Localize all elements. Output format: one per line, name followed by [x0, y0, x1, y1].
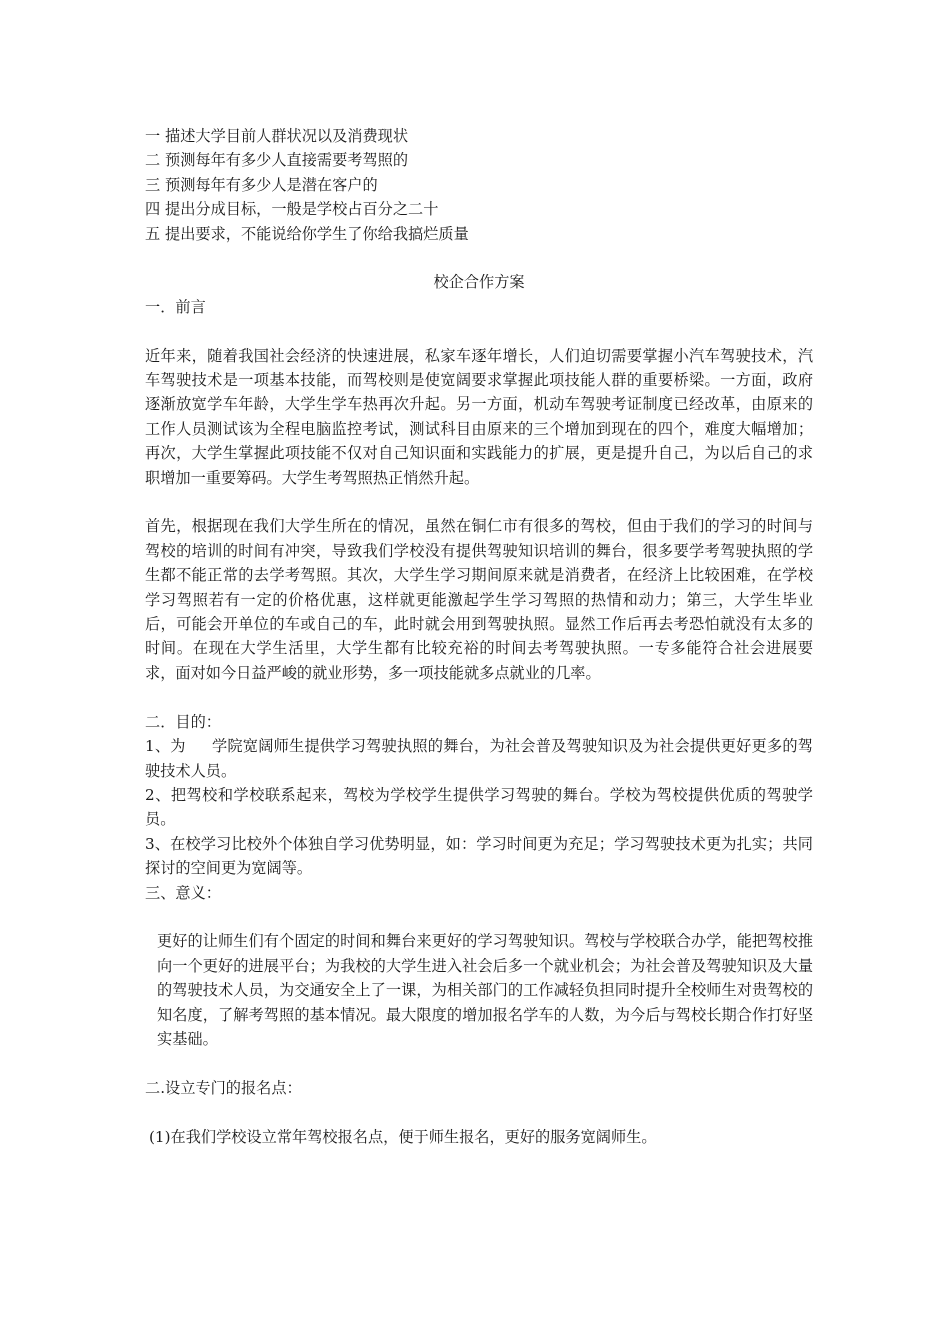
significance-paragraph: 更好的让师生们有个固定的时间和舞台来更好的学习驾驶知识。驾校与学校联合办学，能把驾校推向一个更好的进展平台；为我校的大学生进入社会后多一个就业机会；为社会普及驾驶知识及大量的驾驶技术人员，为交通安全上了一课，为相关部门的工作减轻负担同时提升全校师生对贵驾校的知名度，了解考驾照的基本情况。最大限度的增加报名学车的人数，为今后与驾校长期合作打好坚实基础。 [157, 932, 813, 1048]
registration-item-1: (1)在我们学校设立常年驾校报名点，便于师生报名，更好的服务宽阔师生。 [149, 1127, 657, 1146]
document-body [145, 124, 813, 1149]
outline-item-2: 二 预测每年有多少人直接需要考驾照的 [145, 151, 409, 170]
spacer [145, 1051, 813, 1075]
section-heading-registration: 二.设立专门的报名点： [145, 1078, 302, 1097]
outline-item-3: 三 预测每年有多少人是潜在客户的 [145, 175, 378, 194]
spacer [145, 1100, 813, 1124]
section-heading-significance: 三、意义： [145, 883, 221, 902]
purpose-item-1 [145, 734, 813, 783]
preface-paragraph-2: 首先，根据现在我们大学生所在的情况，虽然在铜仁市有很多的驾校，但由于我们的学习的时间与驾校的培训的时间有冲突，导致我们学校没有提供驾驶知识培训的舞台，很多要学考驾驶执照的学生都不能正常的去学考驾照。其次，大学生学习期间原来就是消费者，在经济上比较困难，在学校学习驾照若有一定的价格优惠，这样就更能激起学生学习驾照的热情和动力；第三，大学生毕业后，可能会开单位的车或自己的车，此时就会用到驾驶执照。显然工作后再去考恐怕就没有太多的时间。在现在大学生活里，大学生都有比较充裕的时间去考驾驶执照。一专多能符合社会进展要求，面对如今日益严峻的就业形势，多一项技能就多点就业的几率。 [145, 517, 813, 682]
outline-item-1: 一 描述大学目前人群状况以及消费现状 [145, 127, 409, 145]
outline-item-4: 四 提出分成目标，一般是学校占百分之二十 [145, 200, 439, 219]
section-heading-preface: 一．前言 [145, 297, 206, 316]
preface-paragraph-1: 近年来，随着我国社会经济的快速进展，私家车逐年增长，人们迫切需要掌握小汽车驾驶技术，汽车驾驶技术是一项基本技能，而驾校则是使宽阔要求掌握此项技能人群的重要桥梁。一方面，政府逐渐放宽学车年龄，大学生学车热再次升起。另一方面，机动车驾驶考证制度已经改革，由原来的工作人员测试该为全程电脑监控考试，测试科目由原来的三个增加到现在的四个，难度大幅增加；再次，大学生掌握此项技能不仅对自己知识面和实践能力的扩展，更是提升自己，为以后自己的求职增加一重要筹码。大学生考驾照热正悄然升起。 [145, 346, 813, 487]
purpose-item-1-prefix: 1、为 [145, 737, 186, 756]
spacer [145, 319, 813, 343]
outline-item-5: 五 提出要求，不能说给你学生了你给我搞烂质量 [145, 224, 469, 243]
outline-list [145, 124, 813, 246]
purpose-item-1-text: 学院宽阔师生提供学习驾驶执照的舞台，为社会普及驾驶知识及为社会提供更好更多的驾驶技术人员。 [145, 737, 813, 780]
spacer [145, 246, 813, 270]
section-heading-purpose: 二．目的： [145, 712, 221, 731]
spacer [145, 905, 813, 929]
purpose-item-2: 2、把驾校和学校联系起来，驾校为学校学生提供学习驾驶的舞台。学校为驾校提供优质的驾驶学员。 [145, 785, 813, 829]
document-title: 校企合作方案 [433, 273, 525, 292]
spacer [145, 490, 813, 514]
purpose-item-3: 3、在校学习比校外个体独自学习优势明显，如：学习时间更为充足；学习驾驶技术更为扎实；共同探讨的空间更为宽阔等。 [145, 834, 813, 878]
spacer [145, 685, 813, 709]
